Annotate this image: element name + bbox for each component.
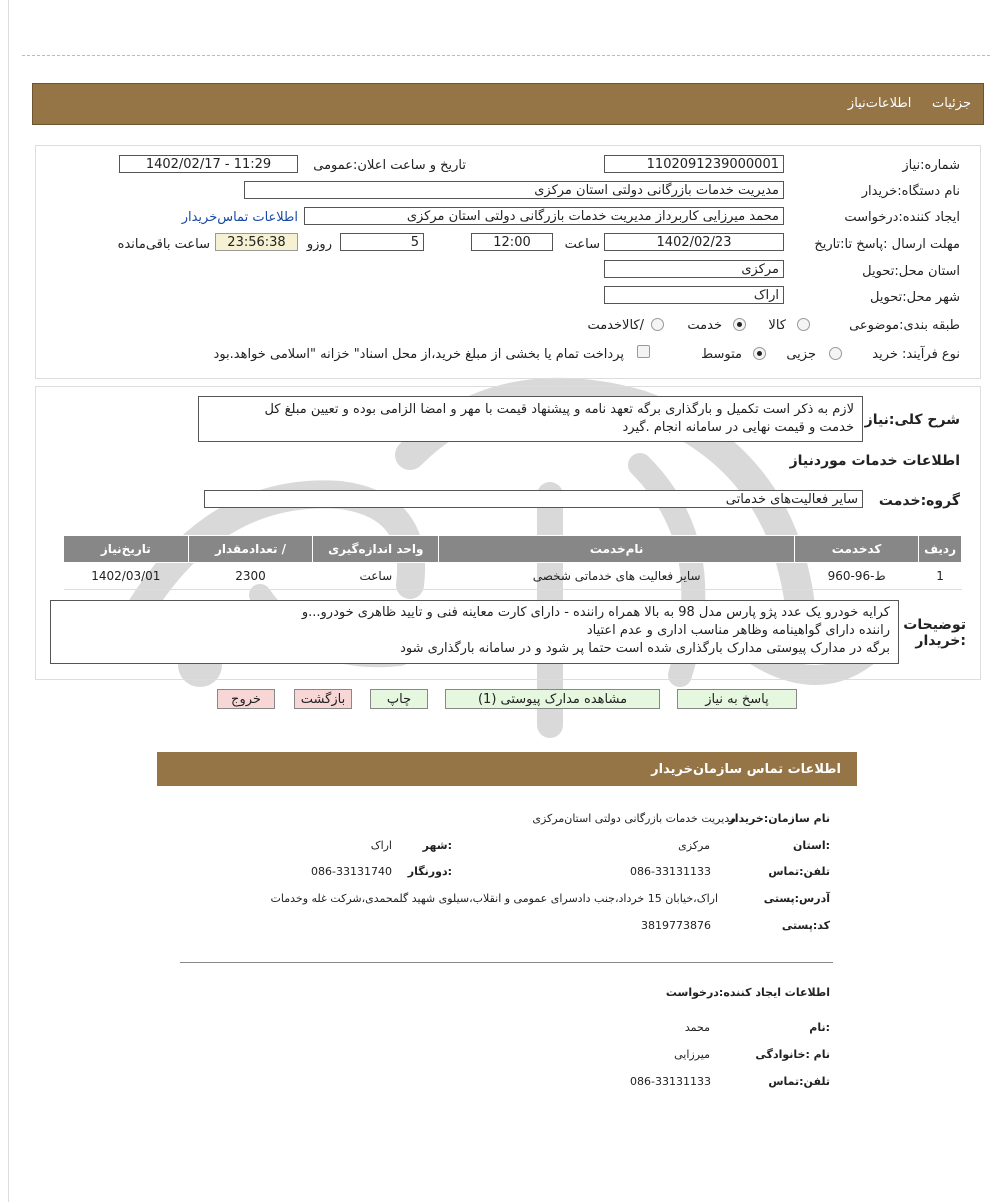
announce-label: تاریخ و ساعت اعلان:عمومی [313, 158, 466, 173]
time-label: ساعت [564, 237, 600, 252]
province-label: استان محل:تحویل [862, 264, 960, 279]
description-box [198, 396, 863, 442]
need-number-label: شماره:نیاز [902, 158, 960, 173]
cell-unit: ساعت [313, 563, 439, 590]
reply-button[interactable]: پاسخ به نیاز [677, 689, 797, 709]
buyer-contact-link[interactable]: اطلاعات تماس‌خریدار [181, 210, 298, 225]
exit-button[interactable]: خروج [217, 689, 275, 709]
process-medium-label: متوسط [701, 347, 742, 362]
org-name-label: نام سازمان:خریدار [728, 812, 830, 825]
tab-need-info[interactable]: اطلاعات‌نیاز [847, 96, 912, 111]
contact-postal-value: 3819773876 [641, 919, 711, 932]
back-button[interactable]: بازگشت [294, 689, 352, 709]
contact-divider [180, 962, 833, 963]
category-goods-service-label: /کالاخدمت [587, 318, 644, 333]
contact-fax-value: 086-33131740 [311, 865, 392, 878]
buyer-contact-header-bar [157, 752, 857, 786]
col-unit: واحد اندازه‌گیری [313, 536, 439, 563]
contact-city-value: اراک [370, 839, 392, 852]
cell-need-date: 1402/03/01 [64, 563, 189, 590]
cell-service-name: سایر فعالیت های خدماتی شخصی [439, 563, 795, 590]
buyer-notes-box [50, 600, 899, 664]
contact-address-value: اراک،خیابان 15 خرداد،جنب دادسرای عمومی و انقلاب،سیلوی شهید گلمحمدی،شرکت غله وخدمات [270, 892, 718, 905]
category-service-radio[interactable] [733, 318, 746, 331]
contact-province-value: مرکزی [678, 839, 710, 852]
org-name-value: مدیریت خدمات بازرگانی دولتی استان‌مرکزی [532, 812, 736, 825]
page-left-border [8, 0, 9, 1202]
tab-details[interactable]: جزئیات [932, 96, 971, 111]
process-medium-radio[interactable] [753, 347, 766, 360]
services-title: اطلاعات خدمات موردنیاز [789, 453, 960, 469]
buyer-notes-line-3: برگه در مدارک پیوستی مدارک بارگذاری شده است حتما پر شود و در سامانه بارگذاری شود [400, 641, 890, 656]
col-row: ردیف [919, 536, 962, 563]
description-label: شرح کلی:نیاز [864, 412, 960, 428]
province-field: مرکزی [604, 260, 784, 278]
col-service-name: نام‌خدمت [439, 536, 795, 563]
service-group-label: گروه:خدمت [878, 493, 960, 509]
days-label: روزو [306, 237, 332, 252]
process-partial-label: جزیی [786, 347, 816, 362]
col-service-code: کدخدمت [795, 536, 919, 563]
service-group-field: سایر فعالیت‌های خدماتی [204, 490, 863, 508]
buyer-notes-line-1: کرایه خودرو یک عدد پژو پارس مدل 98 به بالا همراه راننده - دارای کارت معاینه فنی و تایید ظاهری خودرو...و [301, 605, 890, 620]
creator-name-label: :نام [809, 1021, 830, 1034]
col-need-date: تاریخ‌نیاز [64, 536, 189, 563]
description-line-1: لازم به ذکر است تکمیل و بارگذاری برگه تعهد نامه و پیشنهاد قیمت با مهر و امضا الزامی بوده و تعیین مبلغ کل [264, 402, 854, 417]
remaining-label: ساعت باقی‌مانده [117, 237, 210, 252]
col-quantity: / تعداد‌مقدار [188, 536, 313, 563]
buyer-contact-title: اطلاعات تماس سازمان‌خریدار [651, 762, 841, 777]
description-line-2: خدمت و قیمت نهایی در سامانه انجام .گیرد [622, 420, 854, 435]
treasury-payment-checkbox[interactable] [637, 345, 650, 358]
creator-label: ایجاد کننده:درخواست [844, 210, 960, 225]
treasury-payment-note: پرداخت تمام یا بخشی از مبلغ خرید،از محل اسناد" خزانه "اسلامی خواهد.بود [213, 347, 624, 362]
city-label: شهر محل:تحویل [870, 290, 960, 305]
buyer-notes-label [903, 617, 966, 649]
cell-service-code: ط-96-960 [795, 563, 919, 590]
creator-family-value: میرزایی [674, 1048, 710, 1061]
creator-family-label: نام :خانوادگی [755, 1048, 830, 1061]
deadline-time-field: 12:00 [471, 233, 553, 251]
buyer-notes-line-2: راننده دارای گواهینامه وظاهر مناسب اداری و عدم اعتیاد [586, 623, 890, 638]
contact-address-label: آدرس:پستی [763, 892, 830, 905]
deadline-date-field: 1402/02/23 [604, 233, 784, 251]
category-goods-radio[interactable] [797, 318, 810, 331]
buyer-notes-label-line2: :خریدار [915, 633, 966, 649]
creator-phone-value: 086-33131133 [630, 1075, 711, 1088]
header-title [848, 96, 971, 111]
contact-phone-value: 086-33131133 [630, 865, 711, 878]
buyer-org-label: نام دستگاه:خریدار [861, 184, 960, 199]
creator-phone-label: تلفن:تماس [768, 1075, 830, 1088]
contact-province-label: :استان [793, 839, 830, 852]
days-field: 5 [340, 233, 424, 251]
services-table [63, 535, 962, 590]
details-header-bar [32, 83, 984, 125]
view-attachments-button[interactable]: مشاهده مدارک پیوستی (1) [445, 689, 660, 709]
cell-quantity: 2300 [188, 563, 313, 590]
deadline-label: مهلت ارسال :پاسخ تا:تاریخ [814, 237, 960, 252]
category-service-label: خدمت [687, 318, 722, 333]
process-partial-radio[interactable] [829, 347, 842, 360]
process-label: نوع فرآیند: خرید [872, 347, 960, 362]
cell-row: 1 [919, 563, 962, 590]
contact-fax-label: :دورنگار [407, 865, 452, 878]
category-goods-service-radio[interactable] [651, 318, 664, 331]
creator-name-value: محمد [684, 1021, 710, 1034]
city-field: اراک [604, 286, 784, 304]
need-number-field: 1102091239000001 [604, 155, 784, 173]
creator-field: محمد میرزایی کاربرداز مدیریت خدمات بازرگانی دولتی استان مرکزی [304, 207, 784, 225]
category-label: طبقه بندی:موضوعی [849, 318, 960, 333]
creator-info-title: اطلاعات ایجاد کننده:درخواست [665, 986, 830, 999]
print-button[interactable]: چاپ [370, 689, 428, 709]
buyer-org-field: مدیریت خدمات بازرگانی دولتی استان مرکزی [244, 181, 784, 199]
top-dashed-divider [22, 55, 990, 56]
buyer-notes-label-line1: توضیحات [903, 617, 966, 633]
announce-datetime-field: 1402/02/17 - 11:29 [119, 155, 298, 173]
table-row[interactable] [64, 563, 962, 590]
contact-phone-label: تلفن:تماس [768, 865, 830, 878]
remaining-timer: 23:56:38 [215, 233, 298, 251]
category-goods-label: کالا [768, 318, 786, 333]
contact-city-label: :شهر [422, 839, 452, 852]
table-header-row [64, 536, 962, 563]
contact-postal-label: کد:پستی [781, 919, 830, 932]
